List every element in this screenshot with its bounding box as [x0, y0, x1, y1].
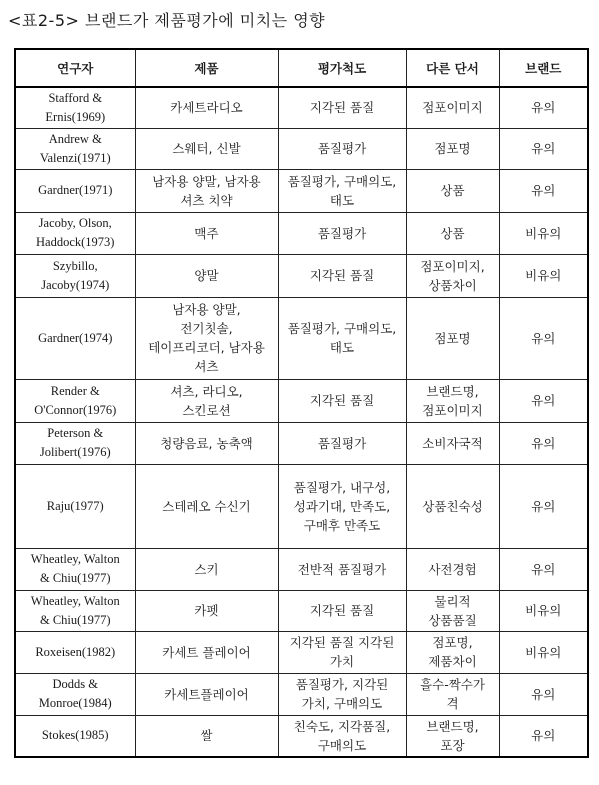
cell-scale	[278, 128, 406, 169]
cell-other-cue-line: 상품	[440, 225, 465, 241]
header-scale: 평가척도	[278, 49, 406, 87]
cell-other-cue	[406, 422, 499, 464]
cell-product-line: 셔츠	[194, 359, 219, 374]
cell-product	[135, 673, 278, 715]
cell-researcher-line: Peterson &	[47, 426, 104, 440]
cell-product	[135, 87, 278, 128]
cell-researcher-line: Raju(1977)	[46, 498, 104, 513]
cell-other-cue	[406, 297, 499, 379]
cell-researcher-line: Dodds &	[52, 677, 98, 691]
cell-product-line: 스웨터, 신발	[172, 141, 241, 156]
cell-researcher	[15, 548, 135, 590]
cell-researcher-line: & Chiu(1977)	[40, 571, 111, 585]
cell-brand: 유의	[499, 715, 588, 757]
cell-product	[135, 169, 278, 212]
cell-scale	[278, 673, 406, 715]
cell-product-line: 스테레오 수신기	[162, 498, 251, 514]
cell-other-cue-line: 점포명	[434, 141, 471, 156]
cell-researcher-line: & Chiu(1977)	[40, 612, 111, 627]
cell-scale-line: 성과기대, 만족도,	[293, 498, 391, 514]
cell-product	[135, 464, 278, 548]
cell-scale-line: 품질평가	[317, 141, 367, 156]
cell-product-line: 카펫	[194, 603, 219, 618]
table-row	[15, 673, 588, 715]
cell-scale-line: 품질평가, 지각된	[295, 677, 389, 692]
cell-scale-line: 전반적 품질평가	[297, 561, 387, 577]
cell-researcher-line: Andrew &	[48, 131, 102, 146]
cell-other-cue-line: 포장	[440, 737, 465, 753]
cell-researcher-line: Haddock(1973)	[36, 235, 115, 249]
cell-product-line: 청량음료, 농축액	[160, 435, 253, 451]
cell-product	[135, 422, 278, 464]
cell-scale	[278, 422, 406, 464]
cell-brand: 유의	[499, 422, 588, 464]
cell-other-cue	[406, 379, 499, 422]
cell-scale-line: 품질평가, 구매의도,	[287, 173, 397, 189]
cell-other-cue	[406, 673, 499, 715]
cell-brand: 비유의	[499, 212, 588, 254]
cell-scale-line: 지각된 품질	[309, 393, 375, 408]
cell-researcher-line: Gardner(1974)	[38, 330, 113, 345]
cell-product	[135, 715, 278, 757]
cell-researcher-line: Wheatley, Walton	[30, 552, 120, 566]
cell-product-line: 남자용 양말,	[172, 302, 241, 317]
cell-scale-line: 구매후 만족도	[303, 517, 381, 533]
cell-scale-line: 품질평가	[317, 225, 367, 241]
header-product: 제품	[135, 49, 278, 87]
cell-researcher	[15, 87, 135, 128]
table-row	[15, 212, 588, 254]
cell-researcher-line: Jacoby(1974)	[41, 277, 110, 292]
cell-other-cue-line: 흘수-짝수가	[420, 677, 485, 692]
cell-researcher-line: Wheatley, Walton	[30, 593, 120, 608]
header-researcher: 연구자	[15, 49, 135, 87]
cell-other-cue	[406, 212, 499, 254]
cell-brand: 유의	[499, 673, 588, 715]
cell-other-cue-line: 물리적	[434, 593, 471, 609]
cell-other-cue-line: 상품품질	[428, 612, 477, 628]
table-row	[15, 464, 588, 548]
cell-product-line: 쌀	[200, 728, 213, 744]
cell-scale	[278, 212, 406, 254]
cell-researcher-line: Monroe(1984)	[38, 696, 112, 710]
cell-scale-line: 태도	[329, 340, 355, 355]
cell-other-cue	[406, 631, 499, 673]
brand-effect-table	[14, 48, 589, 758]
header-brand: 브랜드	[499, 49, 588, 87]
cell-researcher	[15, 297, 135, 379]
cell-scale	[278, 548, 406, 590]
cell-product-line: 맥주	[194, 225, 219, 241]
cell-researcher-line: Stokes(1985)	[41, 728, 109, 743]
cell-other-cue-line: 점포이미지	[422, 402, 483, 418]
table-row	[15, 169, 588, 212]
cell-other-cue-line: 점포명,	[432, 635, 473, 650]
cell-researcher-line: Ernis(1969)	[45, 109, 106, 124]
cell-other-cue-line: 상품차이	[428, 277, 477, 293]
cell-other-cue-line: 점포이미지,	[420, 258, 485, 274]
cell-product-line: 셔츠 치약	[180, 192, 233, 208]
cell-researcher	[15, 464, 135, 548]
cell-other-cue-line: 점포이미지	[422, 100, 483, 116]
cell-product	[135, 128, 278, 169]
cell-scale	[278, 715, 406, 757]
cell-brand: 유의	[499, 379, 588, 422]
cell-scale	[278, 590, 406, 631]
cell-scale-line: 구매의도	[317, 737, 367, 753]
cell-scale	[278, 87, 406, 128]
cell-brand: 유의	[499, 128, 588, 169]
cell-product-line: 남자용 양말, 남자용	[152, 173, 261, 189]
cell-other-cue-line: 소비자국적	[422, 435, 483, 451]
cell-brand: 유의	[499, 548, 588, 590]
cell-researcher	[15, 673, 135, 715]
cell-researcher-line: Szybillo,	[52, 258, 98, 273]
cell-product-line: 테이프리코더, 남자용	[148, 340, 265, 355]
cell-brand: 비유의	[499, 590, 588, 631]
cell-researcher-line: Gardner(1971)	[38, 183, 113, 197]
cell-researcher-line: O'Connor(1976)	[34, 402, 117, 417]
cell-scale-line: 품질평가	[317, 435, 367, 451]
cell-brand: 유의	[499, 297, 588, 379]
table-row	[15, 422, 588, 464]
cell-scale-line: 친숙도, 지각품질,	[293, 718, 391, 734]
table-row	[15, 715, 588, 757]
cell-other-cue-line: 상품친숙성	[422, 498, 483, 514]
cell-product-line: 스킨로션	[182, 402, 231, 418]
cell-scale-line: 품질평가, 구매의도,	[287, 321, 397, 336]
cell-scale	[278, 169, 406, 212]
cell-researcher-line: Stafford &	[48, 90, 103, 105]
cell-other-cue	[406, 590, 499, 631]
cell-other-cue-line: 사전경험	[428, 561, 477, 577]
cell-scale	[278, 254, 406, 297]
cell-other-cue-line: 격	[446, 696, 459, 711]
cell-scale-line: 지각된 품질	[309, 603, 375, 618]
cell-product	[135, 297, 278, 379]
cell-scale-line: 지각된 품질 지각된	[289, 635, 395, 650]
cell-brand: 유의	[499, 169, 588, 212]
table-row	[15, 87, 588, 128]
cell-researcher	[15, 715, 135, 757]
cell-other-cue	[406, 464, 499, 548]
table-row	[15, 548, 588, 590]
cell-other-cue-line: 상품	[440, 183, 465, 198]
cell-researcher-line: Render &	[50, 383, 100, 398]
cell-product-line: 카세트플레이어	[164, 686, 249, 702]
cell-researcher-line: Valenzi(1971)	[39, 150, 111, 165]
cell-product-line: 전기칫솔,	[180, 321, 233, 336]
cell-scale-line: 가치	[329, 654, 355, 669]
cell-other-cue-line: 제품차이	[428, 654, 477, 669]
cell-other-cue	[406, 548, 499, 590]
cell-scale-line: 지각된 품질	[309, 100, 375, 116]
cell-scale	[278, 631, 406, 673]
cell-scale	[278, 464, 406, 548]
cell-scale	[278, 379, 406, 422]
cell-product-line: 카세트 플레이어	[162, 644, 251, 660]
cell-scale-line: 가치, 구매의도	[301, 696, 383, 711]
cell-other-cue-line: 브랜드명,	[426, 383, 479, 399]
cell-other-cue	[406, 87, 499, 128]
table-row	[15, 254, 588, 297]
table-row	[15, 631, 588, 673]
cell-brand: 비유의	[499, 631, 588, 673]
cell-product	[135, 254, 278, 297]
cell-researcher	[15, 128, 135, 169]
cell-researcher-line: Roxeisen(1982)	[35, 644, 116, 659]
cell-product-line: 카세트라디오	[170, 100, 243, 116]
cell-researcher	[15, 590, 135, 631]
header-other-cue: 다른 단서	[406, 49, 499, 87]
cell-scale-line: 품질평가, 내구성,	[293, 479, 391, 495]
table-row	[15, 379, 588, 422]
cell-other-cue	[406, 254, 499, 297]
table-row	[15, 128, 588, 169]
cell-brand: 유의	[499, 87, 588, 128]
cell-other-cue-line: 브랜드명,	[426, 718, 479, 734]
cell-researcher	[15, 379, 135, 422]
table-row	[15, 590, 588, 631]
table-caption: <표2-5> 브랜드가 제품평가에 미치는 영향	[8, 11, 326, 30]
cell-researcher	[15, 169, 135, 212]
cell-product	[135, 590, 278, 631]
cell-product	[135, 379, 278, 422]
cell-product	[135, 548, 278, 590]
cell-researcher	[15, 631, 135, 673]
cell-product-line: 스키	[194, 561, 219, 577]
cell-researcher-line: Jacoby, Olson,	[38, 216, 112, 230]
cell-brand: 비유의	[499, 254, 588, 297]
cell-product-line: 셔츠, 라디오,	[170, 383, 243, 399]
cell-other-cue	[406, 169, 499, 212]
cell-scale-line: 태도	[329, 192, 355, 208]
table-row	[15, 297, 588, 379]
cell-product	[135, 631, 278, 673]
cell-other-cue	[406, 715, 499, 757]
cell-researcher	[15, 254, 135, 297]
cell-researcher	[15, 212, 135, 254]
cell-scale	[278, 297, 406, 379]
cell-other-cue-line: 점포명	[434, 330, 471, 346]
cell-product-line: 양말	[194, 268, 219, 283]
cell-researcher-line: Jolibert(1976)	[39, 445, 111, 459]
cell-product	[135, 212, 278, 254]
cell-brand: 유의	[499, 464, 588, 548]
cell-other-cue	[406, 128, 499, 169]
cell-researcher	[15, 422, 135, 464]
cell-scale-line: 지각된 품질	[309, 268, 375, 283]
header-row	[15, 49, 588, 87]
